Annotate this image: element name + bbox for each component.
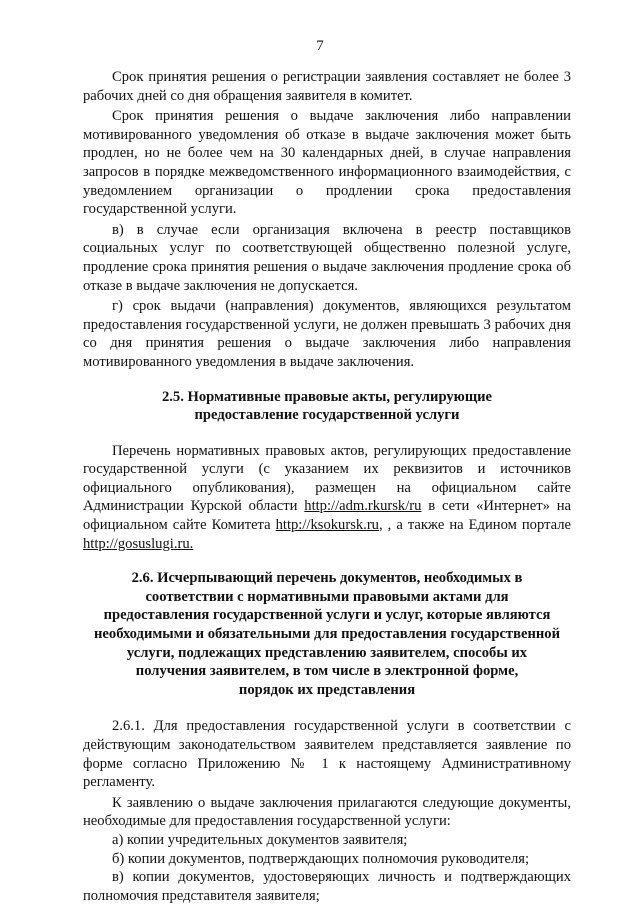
paragraph-attachments: К заявлению о выдаче заключения прилагаются следующие документы, необходимые для предоставления государственной услуги: bbox=[83, 794, 571, 830]
paragraph-legal-acts bbox=[83, 442, 571, 554]
legal-acts-text: Перечень нормативных правовых актов, регулирующих предоставление государственной услуги (с указанием их реквизитов и источников официального опубликования), размещен на официальном сайте Администрации Курской области bbox=[83, 442, 571, 515]
section-2-6-heading bbox=[83, 569, 571, 699]
gosuslugi-link[interactable]: http://gosuslugi.ru. bbox=[83, 535, 194, 552]
list-item-b: б) копии документов, подтверждающих полномочия руководителя; bbox=[112, 850, 530, 867]
section-2-5-heading-line2: предоставление государственной услуги bbox=[194, 407, 460, 424]
section-2-6-heading-line: порядок их представления bbox=[238, 681, 416, 698]
section-2-5-heading-line1: 2.5. Нормативные правовые акты, регулирующие bbox=[161, 388, 493, 405]
paragraph-item-g: г) срок выдачи (направления) документов, являющихся результатом предоставления государственной услуги, не должен превышать 3 рабочих дня со дня принятия решения о выдаче заключения либо направления мотивированного уведомления в выдаче заключения. bbox=[83, 298, 571, 370]
page-content bbox=[83, 68, 571, 905]
paragraph-registration-term: Срок принятия решения о регистрации заявления составляет не более 3 рабочих дней со дня обращения заявителя в комитет. bbox=[83, 69, 571, 104]
section-2-6-heading-line: предоставления государственной услуги и услуг, которые являются bbox=[103, 607, 551, 624]
section-2-6-heading-line: необходимыми и обязательными для предоставления государственной bbox=[94, 626, 560, 643]
section-2-6-heading-line: услуги, подлежащих представлению заявителем, способы их bbox=[126, 644, 528, 661]
paragraph-item-v: в) в случае если организация включена в реестр поставщиков социальных услуг по соответствующей общественно полезной услуге, продление срока принятия решения о выдаче заключения продление срока об отказе в выдаче заключения не допускается. bbox=[83, 221, 571, 294]
section-2-6-heading-line: получения заявителем, в том числе в электронной форме, bbox=[135, 663, 519, 680]
page-number: 7 bbox=[316, 38, 324, 54]
section-2-6-heading-line: 2.6. Исчерпывающий перечень документов, необходимых в bbox=[131, 570, 523, 587]
adm-rkursk-link[interactable]: http://adm.rkursk/ru bbox=[304, 498, 422, 515]
paragraph-2-6-1: 2.6.1. Для предоставления государственной услуги в соответствии с действующим законодательством заявителем представляется заявление по форме согласно Приложению № 1 к настоящему Административному регламенту. bbox=[83, 718, 571, 791]
legal-acts-text-2: в сети «Интернет» на официальном сайте Комитета bbox=[83, 498, 571, 534]
legal-acts-text-3: , , а также на Едином портале bbox=[378, 517, 571, 534]
list-item-a: а) копии учредительных документов заявителя; bbox=[112, 831, 408, 848]
section-2-6-heading-line: соответствии с нормативными правовыми актами для bbox=[145, 588, 509, 605]
list-item-c: в) копии документов, удостоверяющих личность и подтверждающих полномочия представителя заявителя; bbox=[83, 869, 571, 904]
ksokursk-link[interactable]: http://ksokursk.ru bbox=[275, 517, 379, 534]
paragraph-decision-term: Срок принятия решения о выдаче заключения либо направлении мотивированного уведомления об отказе в выдаче заключения может быть продлен, но не более чем на 30 календарных дней, в случае направления запросов в порядке межведомственного информационного взаимодействия, с уведомлением организации о продлении срока предоставления государственной услуги. bbox=[83, 108, 571, 218]
